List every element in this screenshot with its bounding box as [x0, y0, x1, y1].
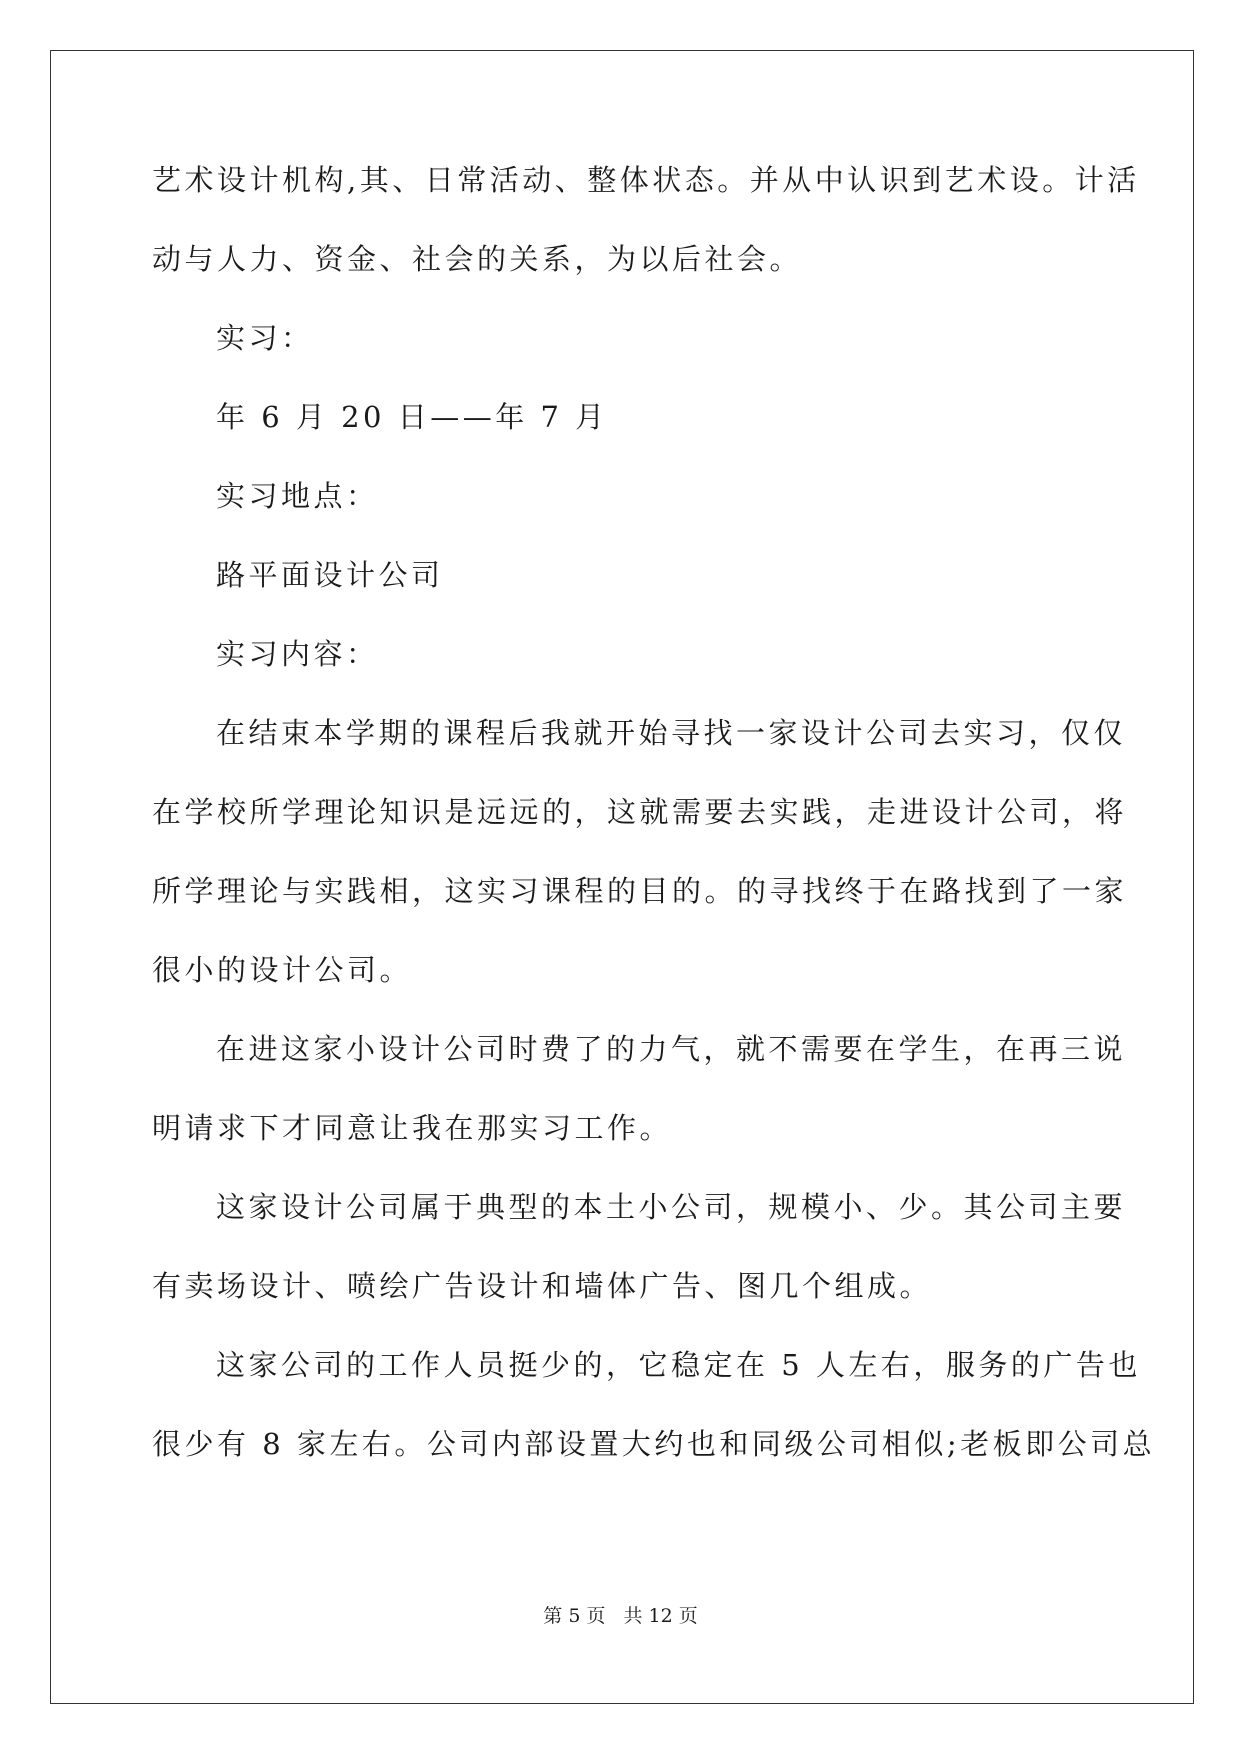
text-line: 这家公司的工作人员挺少的，它稳定在 5 人左右，服务的广告也 [216, 1348, 1141, 1382]
section-heading-internship-location: 实习地点： [216, 479, 379, 513]
page-footer [0, 1601, 1241, 1628]
internship-date-range: 年 6 月 20 日——年 7 月 [216, 400, 608, 434]
text-line: 有卖场设计、喷绘广告设计和墙体广告、图几个组成。 [152, 1269, 933, 1303]
text-line: 艺术设计机构,其、日常活动、整体状态。并从中认识到艺术设。计活 [152, 163, 1140, 197]
text-line: 在进这家小设计公司时费了的力气，就不需要在学生，在再三说 [216, 1032, 1127, 1066]
text-line: 很少有 8 家左右。公司内部设置大约也和同级公司相似;老板即公司总 [152, 1427, 1156, 1461]
page-number: 第 5 页 [543, 1605, 606, 1627]
total-pages: 共 12 页 [623, 1605, 698, 1627]
internship-location: 路平面设计公司 [216, 558, 444, 592]
text-line: 在结束本学期的课程后我就开始寻找一家设计公司去实习，仅仅 [216, 716, 1127, 750]
text-line: 所学理论与实践相，这实习课程的目的。的寻找终于在路找到了一家 [152, 874, 1128, 908]
text-line: 在学校所学理论知识是远远的，这就需要去实践，走进设计公司，将 [152, 795, 1128, 829]
text-line: 明请求下才同意让我在那实习工作。 [152, 1111, 673, 1145]
text-line: 很小的设计公司。 [152, 953, 413, 987]
text-line: 动与人力、资金、社会的关系，为以后社会。 [152, 242, 803, 276]
document-body [152, 160, 1156, 1503]
section-heading-internship-time: 实习： [216, 321, 314, 355]
text-line: 这家设计公司属于典型的本土小公司，规模小、少。其公司主要 [216, 1190, 1127, 1224]
section-heading-internship-content: 实习内容： [216, 637, 379, 671]
